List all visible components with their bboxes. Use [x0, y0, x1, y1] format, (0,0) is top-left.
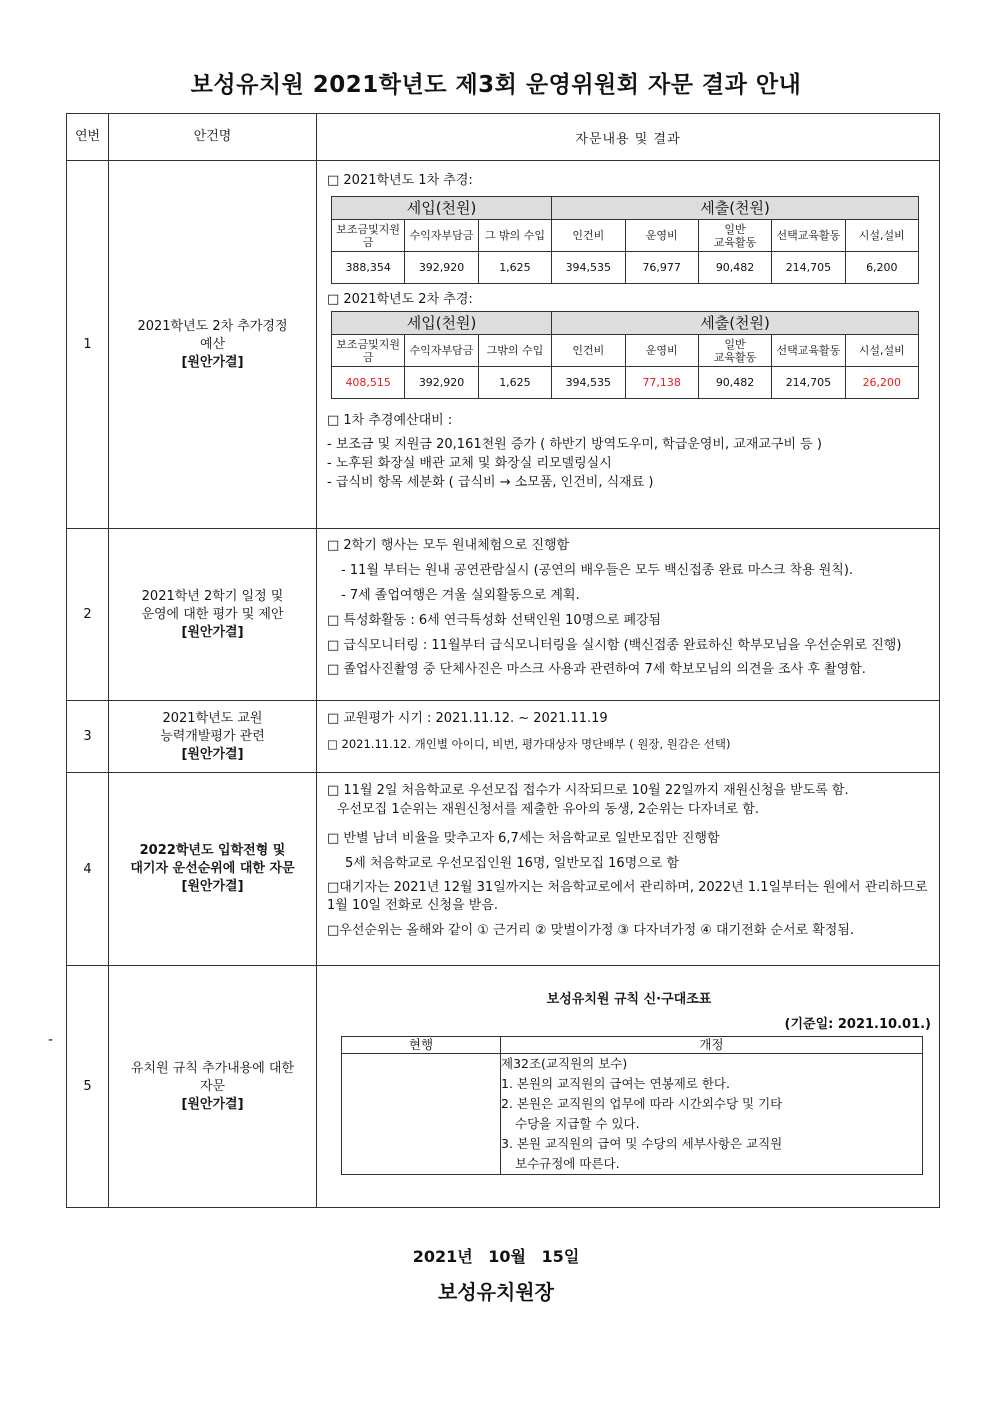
- list-item: 5세 처음학교로 우선모집인원 16명, 일반모집 16명으로 함: [345, 856, 679, 871]
- budget-column-header: 운영비: [625, 335, 698, 367]
- budget-value-cell: 26,200: [845, 367, 918, 399]
- budget-value-cell: 392,920: [405, 252, 478, 284]
- budget-table-1: [331, 196, 919, 284]
- revenue-header: 세입(천원): [332, 312, 552, 335]
- footer-signature: 보성유치원장: [438, 1280, 554, 1304]
- budget-value-cell: 90,482: [698, 252, 771, 284]
- decision: [원안가결]: [181, 624, 244, 640]
- margin-mark: -: [48, 1032, 54, 1048]
- name-line: 능력개발평가 관련: [160, 728, 265, 744]
- list-item: 우선모집 1순위는 재원신청서를 제출한 유아의 동생, 2순위는 다자녀로 함.: [337, 802, 760, 817]
- budget-value-cell: 6,200: [845, 252, 918, 284]
- rule-date: (기준일: 2021.10.01.): [784, 1017, 931, 1032]
- budget-value-cell: 392,920: [405, 367, 478, 399]
- budget-value-cell: 214,705: [772, 252, 845, 284]
- budget-column-header: 일반 교육활동: [698, 220, 771, 252]
- table-header-row: [67, 114, 940, 161]
- row-name: [109, 773, 317, 966]
- list-item: □ 특성화활동 : 6세 연극특성화 선택인원 10명으로 폐강됨: [327, 613, 662, 628]
- budget-value-cell: 214,705: [772, 367, 845, 399]
- current-text: [342, 1054, 501, 1175]
- col-current: 현행: [342, 1037, 501, 1054]
- budget-column-header: 보조금및지원금: [332, 335, 405, 367]
- list-item: □ 졸업사진촬영 중 단체사진은 마스크 사용과 관련하여 7세 학보모님의 의견을 조사 후 촬영함.: [327, 662, 866, 677]
- row-name: [109, 161, 317, 529]
- list-item: □우선순위는 올해와 같이 ① 근거리 ② 맞벌이가정 ③ 다자녀가정 ④ 대기전화 순서로 확정됨.: [327, 923, 855, 938]
- row-name: [109, 966, 317, 1208]
- budget-value-cell: 76,977: [625, 252, 698, 284]
- revised-line: 2. 본원은 교직원의 업무에 따라 시간외수당 및 기타: [501, 1096, 783, 1111]
- budget-column-header: 시설,설비: [845, 220, 918, 252]
- row-name: [109, 529, 317, 701]
- name-line: 2022학년도 입학전형 및: [139, 843, 286, 858]
- row-result: [317, 529, 940, 701]
- row-result: [317, 773, 940, 966]
- table-row: [67, 161, 940, 529]
- list-item: □ 급식모니터링 : 11월부터 급식모니터링을 실시함 (백신접종 완료하신 학부모님을 우선순위로 진행): [327, 638, 902, 653]
- budget-column-header: 일반 교육활동: [698, 335, 771, 367]
- revised-line: 수당을 지급할 수 있다.: [515, 1116, 640, 1131]
- revised-line: 제32조(교직원의 보수): [501, 1056, 628, 1071]
- budget-value-cell: 394,535: [552, 252, 625, 284]
- name-line: 2021학년도 2차 추가경정: [137, 318, 288, 334]
- decision: [원안가결]: [181, 746, 244, 762]
- budget-column-header: 보조금및지원금: [332, 220, 405, 252]
- budget-value-cell: 77,138: [625, 367, 698, 399]
- budget-column-header: 인건비: [552, 335, 625, 367]
- section-title: □ 1차 추경예산대비 :: [327, 413, 453, 428]
- revised-line: 보수규정에 따른다.: [515, 1156, 620, 1171]
- header-result: 자문내용 및 결과: [317, 114, 940, 161]
- budget-column-header: 수익자부담금: [405, 335, 478, 367]
- name-line: 대기자 운선순위에 대한 자문: [130, 861, 295, 876]
- list-item: □ 반별 남녀 비율을 맞추고자 6,7세는 처음학교로 일반모집만 진행함: [327, 831, 720, 846]
- section-title: □ 2021학년도 1차 추경:: [327, 173, 473, 188]
- table-row: [67, 529, 940, 701]
- decision: [원안가결]: [181, 879, 244, 894]
- budget-value-cell: 1,625: [478, 367, 551, 399]
- name-line: 유치원 규칙 추가내용에 대한: [130, 1060, 295, 1076]
- list-item: □ 교원평가 시기 : 2021.11.12. ~ 2021.11.19: [327, 711, 608, 726]
- name-line: 자문: [199, 1078, 226, 1094]
- budget-column-header: 인건비: [552, 220, 625, 252]
- budget-column-header: 그 밖의 수입: [478, 220, 551, 252]
- revenue-header: 세입(천원): [332, 197, 552, 220]
- rule-title: 보성유치원 규칙 신·구대조표: [546, 992, 712, 1007]
- expense-header: 세출(천원): [552, 197, 919, 220]
- col-revised: 개정: [501, 1037, 923, 1054]
- name-line: 2021학년도 교원: [162, 710, 263, 726]
- list-item: - 급식비 항목 세분화 ( 급식비 → 소모품, 인건비, 식재료 ): [327, 475, 654, 490]
- row-no: 4: [67, 773, 109, 966]
- row-name: [109, 701, 317, 773]
- header-name: 안건명: [109, 114, 317, 161]
- budget-column-header: 그밖의 수입: [478, 335, 551, 367]
- list-item: □대기자는 2021년 12월 31일까지는 처음학교로에서 관리하며, 2022년 1.1일부터는 원에서 관리하므로 1월 10일 전화로 신청을 받음.: [327, 880, 928, 913]
- results-table: [66, 113, 940, 1208]
- budget-table-2: [331, 311, 919, 399]
- revised-line: 3. 본원 교직원의 급여 및 수당의 세부사항은 교직원: [501, 1136, 783, 1151]
- budget-value-cell: 90,482: [698, 367, 771, 399]
- list-item: □ 11월 2일 처음학교로 우선모집 접수가 시작되므로 10월 22일까지 재원신청을 받도록 함.: [327, 783, 849, 798]
- row-no: 2: [67, 529, 109, 701]
- budget-value-cell: 388,354: [332, 252, 405, 284]
- budget-value-cell: 394,535: [552, 367, 625, 399]
- header-no: 연번: [67, 114, 109, 161]
- page-title: 보성유치원 2021학년도 제3회 운영위원회 자문 결과 안내: [190, 72, 802, 98]
- expense-header: 세출(천원): [552, 312, 919, 335]
- table-row: [67, 966, 940, 1208]
- section-title: □ 2021학년도 2차 추경:: [327, 292, 473, 307]
- budget-value-cell: 408,515: [332, 367, 405, 399]
- rule-compare-table: [341, 1036, 923, 1175]
- list-item: - 7세 졸업여행은 겨울 실외활동으로 계획.: [341, 588, 580, 603]
- row-result: [317, 966, 940, 1208]
- name-line: 2021학년 2학기 일정 및: [141, 588, 284, 604]
- row-no: 3: [67, 701, 109, 773]
- table-row: [67, 701, 940, 773]
- revised-text: [501, 1054, 923, 1175]
- budget-column-header: 선택교육활동: [772, 335, 845, 367]
- revised-line: 1. 본원의 교직원의 급여는 연봉제로 한다.: [501, 1076, 730, 1091]
- row-no: 1: [67, 161, 109, 529]
- list-item: - 11월 부터는 원내 공연관람실시 (공연의 배우들은 모두 백신접종 완료 마스크 착용 원칙).: [341, 563, 854, 578]
- footer-date: 2021년 10월 15일: [412, 1247, 580, 1266]
- row-result: [317, 161, 940, 529]
- budget-column-header: 운영비: [625, 220, 698, 252]
- row-result: [317, 701, 940, 773]
- budget-value-cell: 1,625: [478, 252, 551, 284]
- budget-column-header: 시설,설비: [845, 335, 918, 367]
- decision: [원안가결]: [181, 354, 244, 370]
- name-line: 예산: [199, 336, 226, 352]
- table-row: [67, 773, 940, 966]
- name-line: 운영에 대한 평가 및 제안: [141, 606, 284, 622]
- list-item: - 보조금 및 지원금 20,161천원 증가 ( 하반기 방역도우미, 학급운영비, 교재교구비 등 ): [327, 437, 822, 452]
- budget-column-header: 선택교육활동: [772, 220, 845, 252]
- list-item: - 노후된 화장실 배관 교체 및 화장실 리모델링실시: [327, 456, 612, 471]
- list-item: □ 2021.11.12. 개인별 아이디, 비번, 평가대상자 명단배부 ( 원장, 원감은 선택): [327, 737, 731, 751]
- budget-column-header: 수익자부담금: [405, 220, 478, 252]
- list-item: □ 2학기 행사는 모두 원내체험으로 진행함: [327, 538, 570, 553]
- decision: [원안가결]: [181, 1096, 244, 1112]
- row-no: 5: [67, 966, 109, 1208]
